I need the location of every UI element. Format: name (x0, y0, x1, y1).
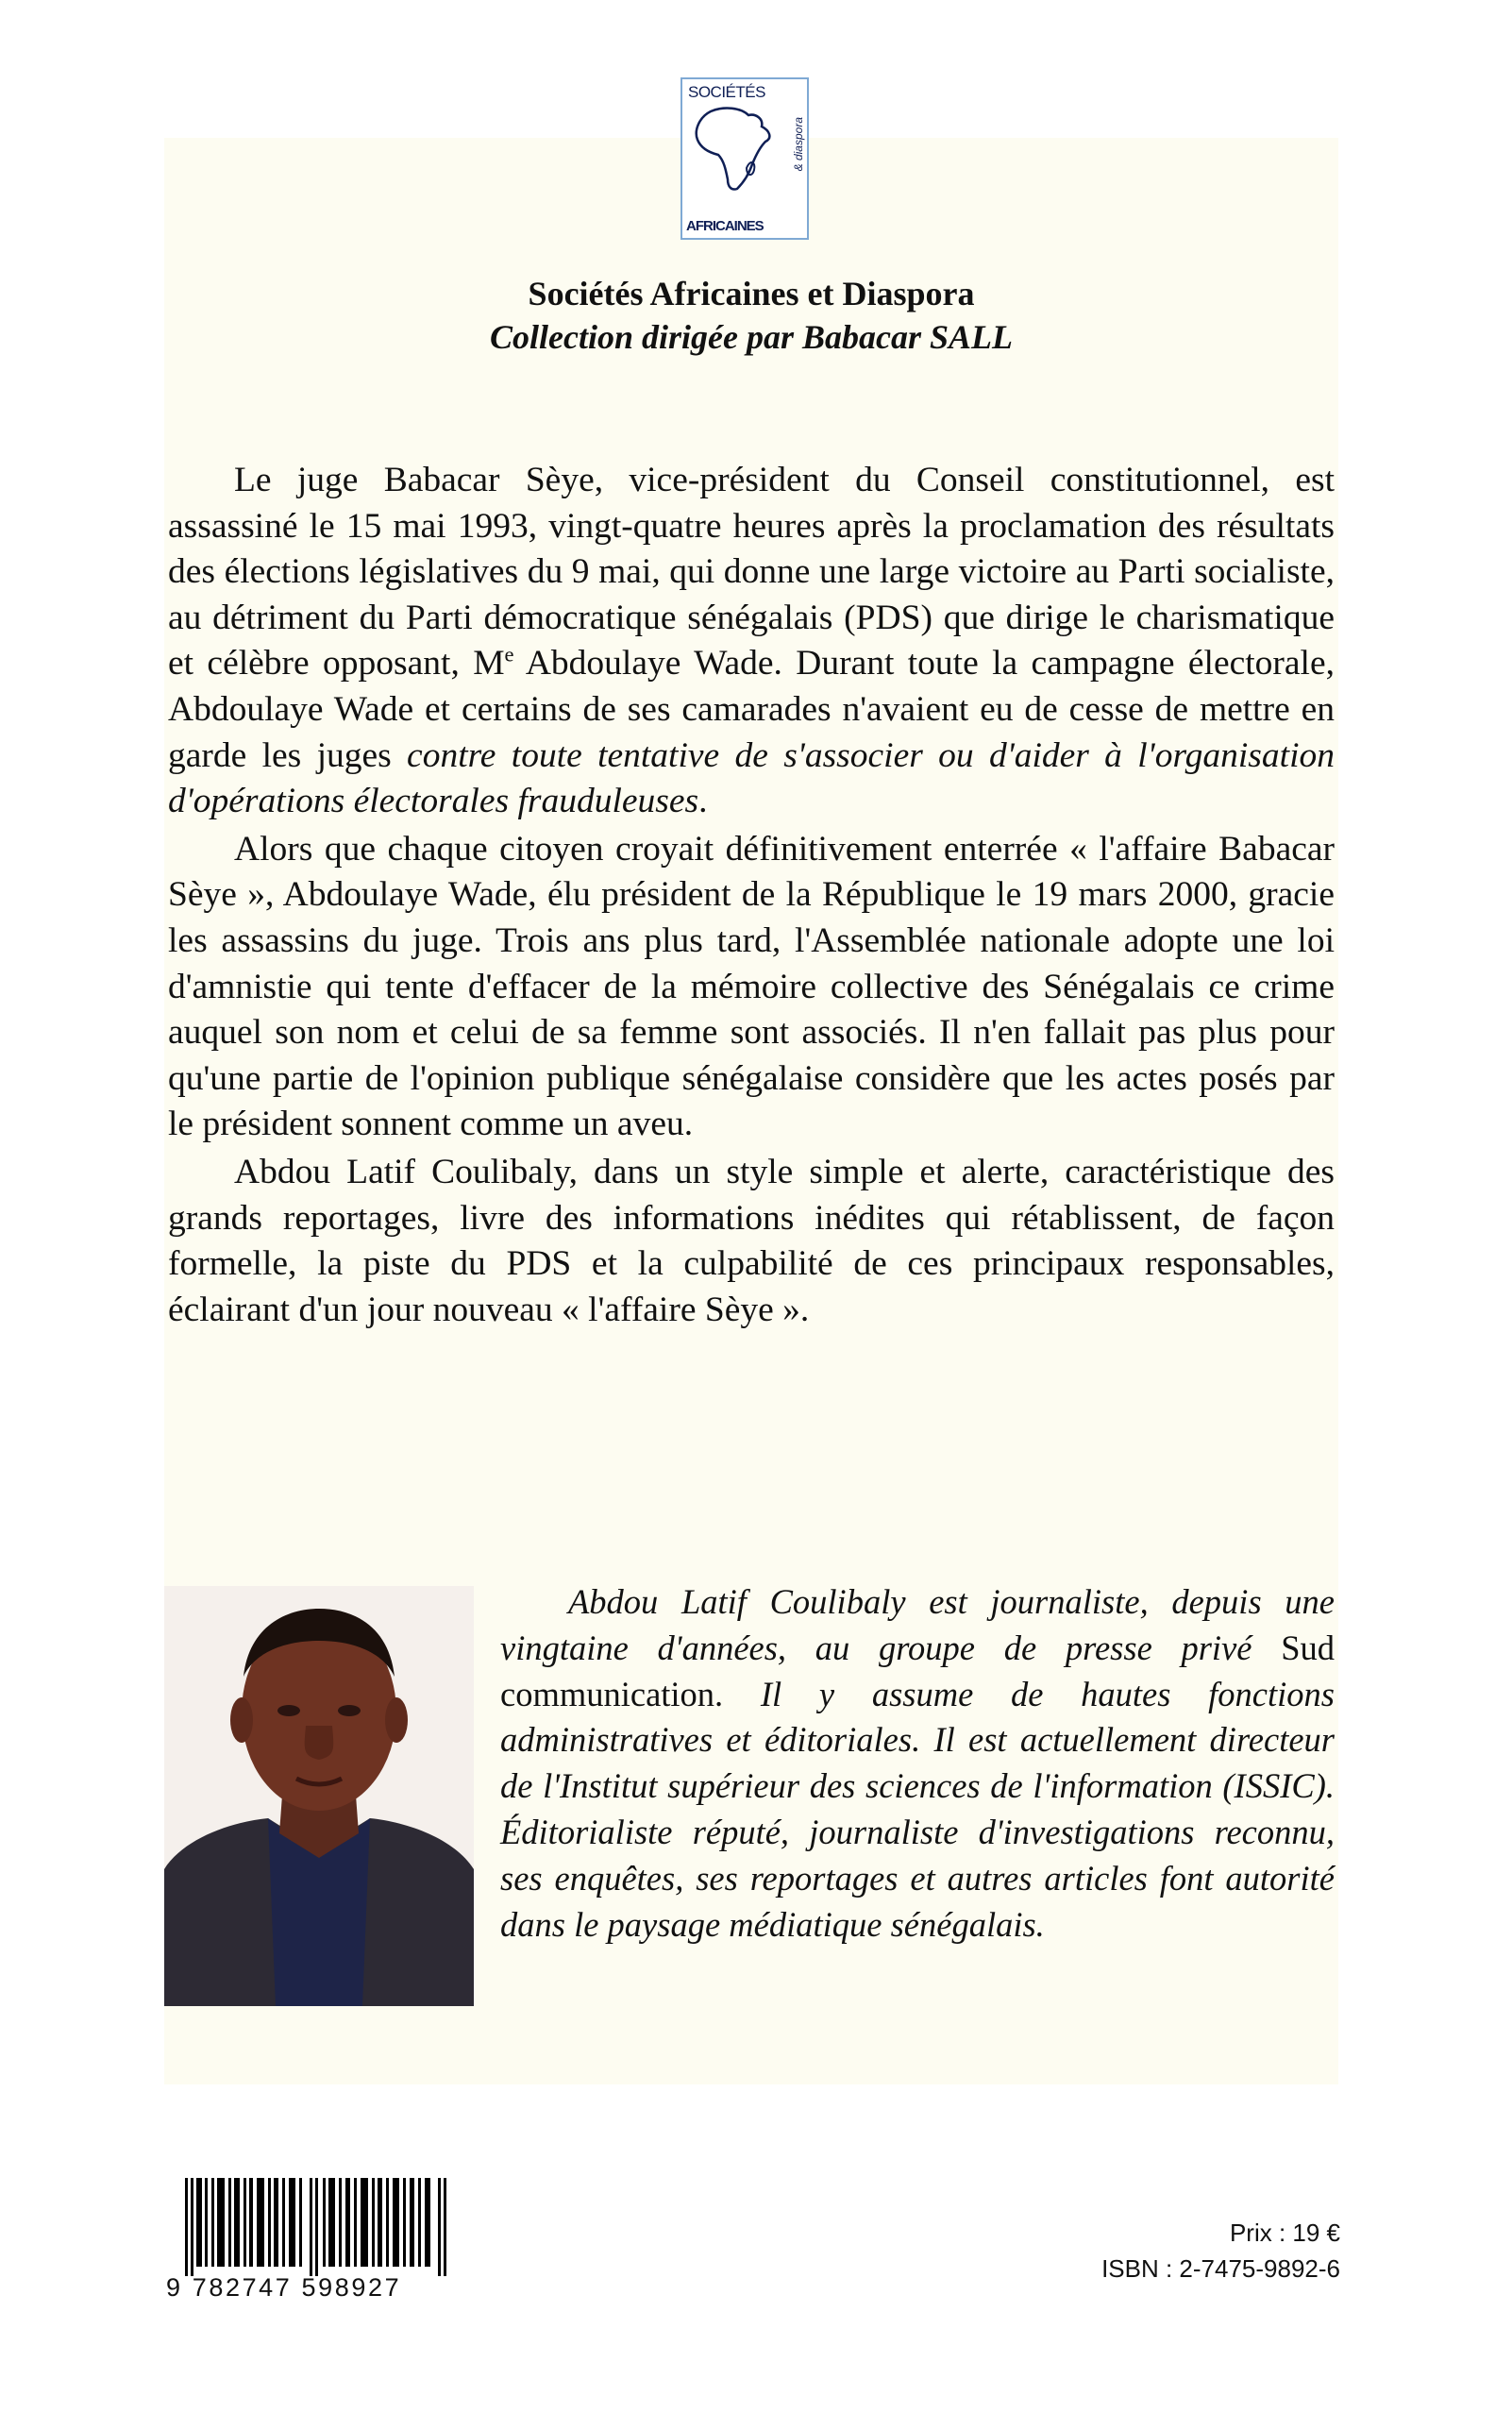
bio-company: Sud communication. (500, 1628, 1335, 1713)
blurb-text: Abdoulaye Wade. Durant toute la campagne électorale, Abdoulaye Wade et certains de ses camarades n'avaient eu de cesse de mettre en garde les juges (168, 644, 1335, 775)
logo-top-text: SOCIÉTÉS (688, 83, 765, 101)
logo-side-text: & diaspora (792, 117, 805, 172)
barcode-digits: 9 782747 598927 (166, 2273, 402, 2302)
author-bio (500, 1579, 1335, 1948)
series-editor: Collection dirigée par Babacar SALL (490, 318, 1013, 356)
collection-logo (680, 77, 809, 240)
blurb-paragraph-2: Alors que chaque citoyen croyait définitivement enterrée « l'affaire Babacar Sèye », Abdoulaye Wade, élu président de la République le 19 mars 2000, gracie les assassins du juge. Trois ans plus tard, l'Assemblée nationale adopte une loi d'amnistie qui tente d'effacer de la mémoire collective des Sénégalais ce crime auquel son nom et celui de sa femme sont associés. Il n'en fallait pas plus pour qu'une partie de l'opinion publique sénégalaise considère que les actes posés par le président sonnent comme un aveu. (168, 829, 1335, 1144)
author-bio-paragraph (500, 1579, 1335, 1948)
bio-text: Il y assume de hautes fonctions administratives et éditoriales. Il est actuellement directeur de l'Institut supérieur des sciences de l'information (ISSIC). Éditorialiste réputé, journaliste d'investigations reconnu, ses enquêtes, ses reportages et autres articles font autorité dans le paysage médiatique sénégalais. (500, 1674, 1335, 1944)
price: Prix : 19 € (1229, 2219, 1340, 2247)
bio-text: Abdou Latif Coulibaly est journaliste, depuis une vingtaine d'années, au groupe de presse privé (500, 1582, 1335, 1667)
isbn: ISBN : 2-7475-9892-6 (1101, 2254, 1340, 2283)
africa-map-icon (690, 102, 781, 196)
series-title: Sociétés Africaines et Diaspora (528, 275, 975, 312)
blurb-paragraph-1 (168, 458, 1335, 825)
author-photo (164, 1586, 474, 2006)
blurb-paragraph-3: Abdou Latif Coulibaly, dans un style simple et alerte, caractéristique des grands reportages, livre des informations inédites qui rétablissent, de façon formelle, la piste du PDS et la culpabilité de ces principaux responsables, éclairant d'un jour nouveau « l'affaire Sèye ». (168, 1152, 1335, 1329)
blurb-text: Le juge Babacar Sèye, vice-président du Conseil constitutionnel, est assassiné le 15 mai 1993, vingt-quatre heures après la proclamation des résultats des élections législatives du 9 mai, qui donne une large victoire au Parti socialiste, au détriment du Parti démocratique sénégalais (PDS) que dirige le charismatique et célèbre opposant, M (168, 461, 1335, 683)
blurb (168, 458, 1335, 1335)
superscript: e (504, 642, 514, 667)
blurb-text: . (698, 782, 708, 821)
logo-bottom-text: AFRICAINES (686, 218, 764, 234)
blurb-italic-quote: contre toute tentative de s'associer ou d'aider à l'organisation d'opérations électorales frauduleuses (168, 735, 1335, 821)
barcode (185, 2178, 449, 2276)
